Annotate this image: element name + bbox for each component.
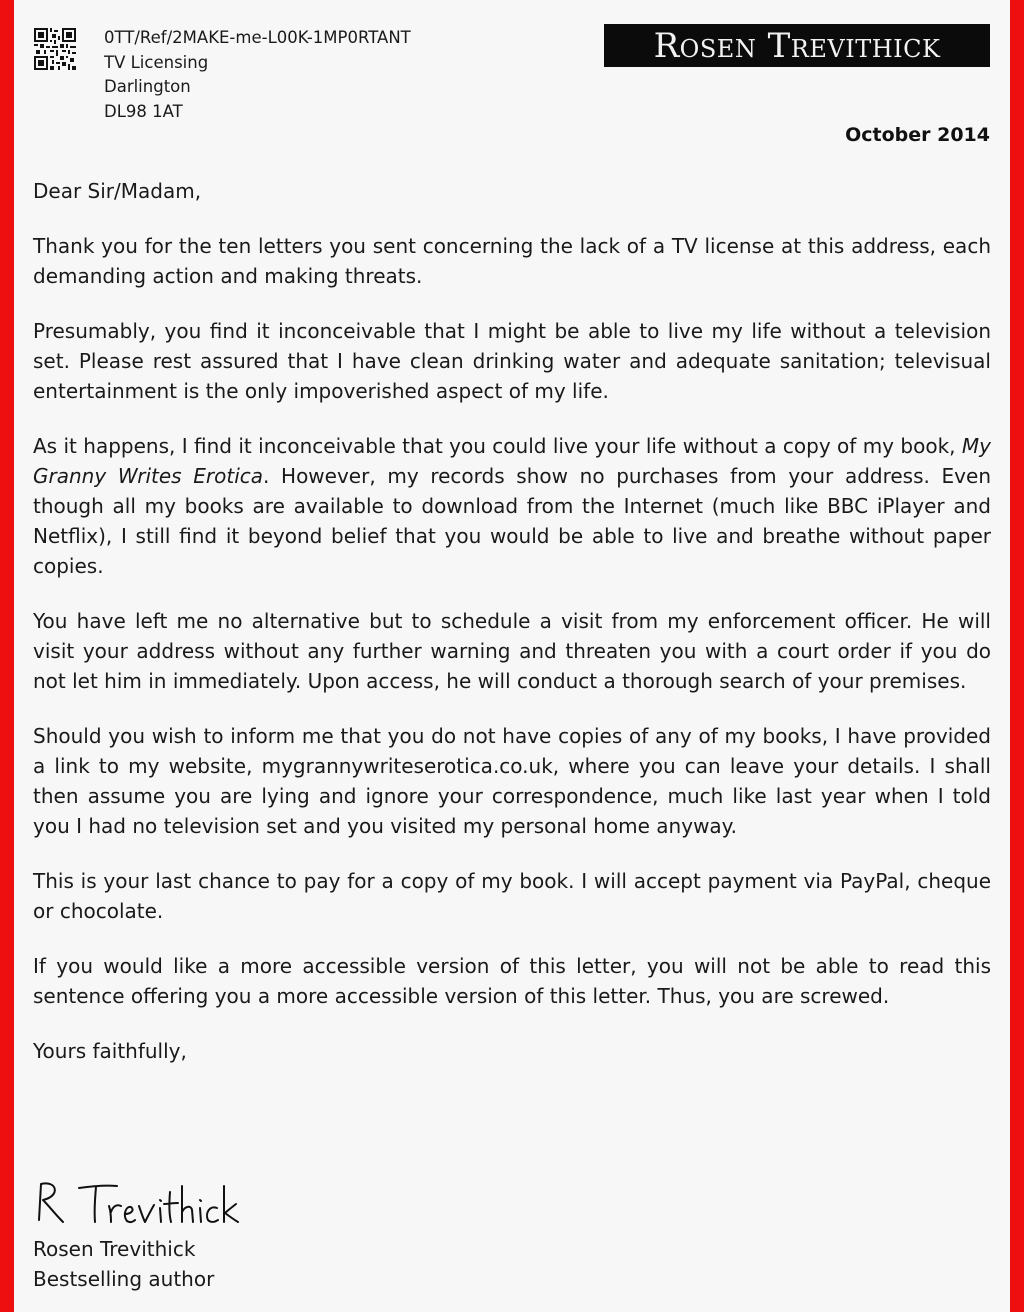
paragraph-3-end: . However, my records show no purchases from your address. Even though all my books are available to download from the Internet (much like BBC iPlayer and Netflix), I still find it beyond belief that you would be able to live and breathe without paper copies. (33, 464, 991, 578)
address-line-reference: 0TT/Ref/2MAKE-me-L00K-1MP0RTANT (104, 28, 411, 47)
paragraph-7: If you would like a more accessible version of this letter, you will not be able to read this sentence offering you a more accessible version of this letter. Thus, you are screwed. (33, 954, 991, 1008)
author-logo-text: Rosen Trevithick (653, 25, 941, 66)
paragraph-2: Presumably, you find it inconceivable that I might be able to live my life without a television set. Please rest assured that I have clean drinking water and adequate sanitation; televisual entertainment is the only impoverished aspect of my life. (33, 319, 991, 403)
address-line-organisation: TV Licensing (104, 52, 209, 72)
signer-title: Bestselling author (33, 1267, 215, 1291)
closing: Yours faithfully, (33, 1039, 187, 1063)
author-logo (604, 24, 990, 67)
paragraph-5: Should you wish to inform me that you do not have copies of any of my books, I have provided a link to my website, mygrannywriteserotica.co.uk, where you can leave your details. I shall then assume you are lying and ignore your correspondence, much like last year when I told you I had no television set and you visited my personal home anyway. (33, 724, 991, 838)
letter-body (33, 176, 991, 1066)
letter-date: October 2014 (845, 124, 990, 146)
address-line-postcode: DL98 1AT (104, 101, 183, 121)
salutation: Dear Sir/Madam, (33, 179, 202, 203)
paragraph-1: Thank you for the ten letters you sent concerning the lack of a TV license at this address, each demanding action and making threats. (33, 234, 991, 288)
letter-page (14, 0, 1010, 1312)
address-line-town: Darlington (104, 77, 191, 96)
signer-block (33, 1234, 214, 1294)
paragraph-3 (33, 431, 991, 581)
paragraph-6: This is your last chance to pay for a copy of my book. I will accept payment via PayPal, cheque or chocolate. (33, 869, 991, 923)
signer-name: Rosen Trevithick (33, 1237, 196, 1261)
recipient-address (104, 26, 411, 124)
paragraph-4: You have left me no alternative but to schedule a visit from my enforcement officer. He will visit your address without any further warning and threaten you with a court order if you do not let him in immediately. Upon access, he will conduct a thorough search of your premises. (33, 609, 991, 693)
handwritten-signature (33, 1176, 243, 1228)
book-title: My Granny Writes Erotica (33, 434, 991, 488)
paragraph-3-start: As it happens, I find it inconceivable that you could live your life without a copy of my book, (33, 434, 962, 458)
qr-code-icon (34, 28, 76, 70)
